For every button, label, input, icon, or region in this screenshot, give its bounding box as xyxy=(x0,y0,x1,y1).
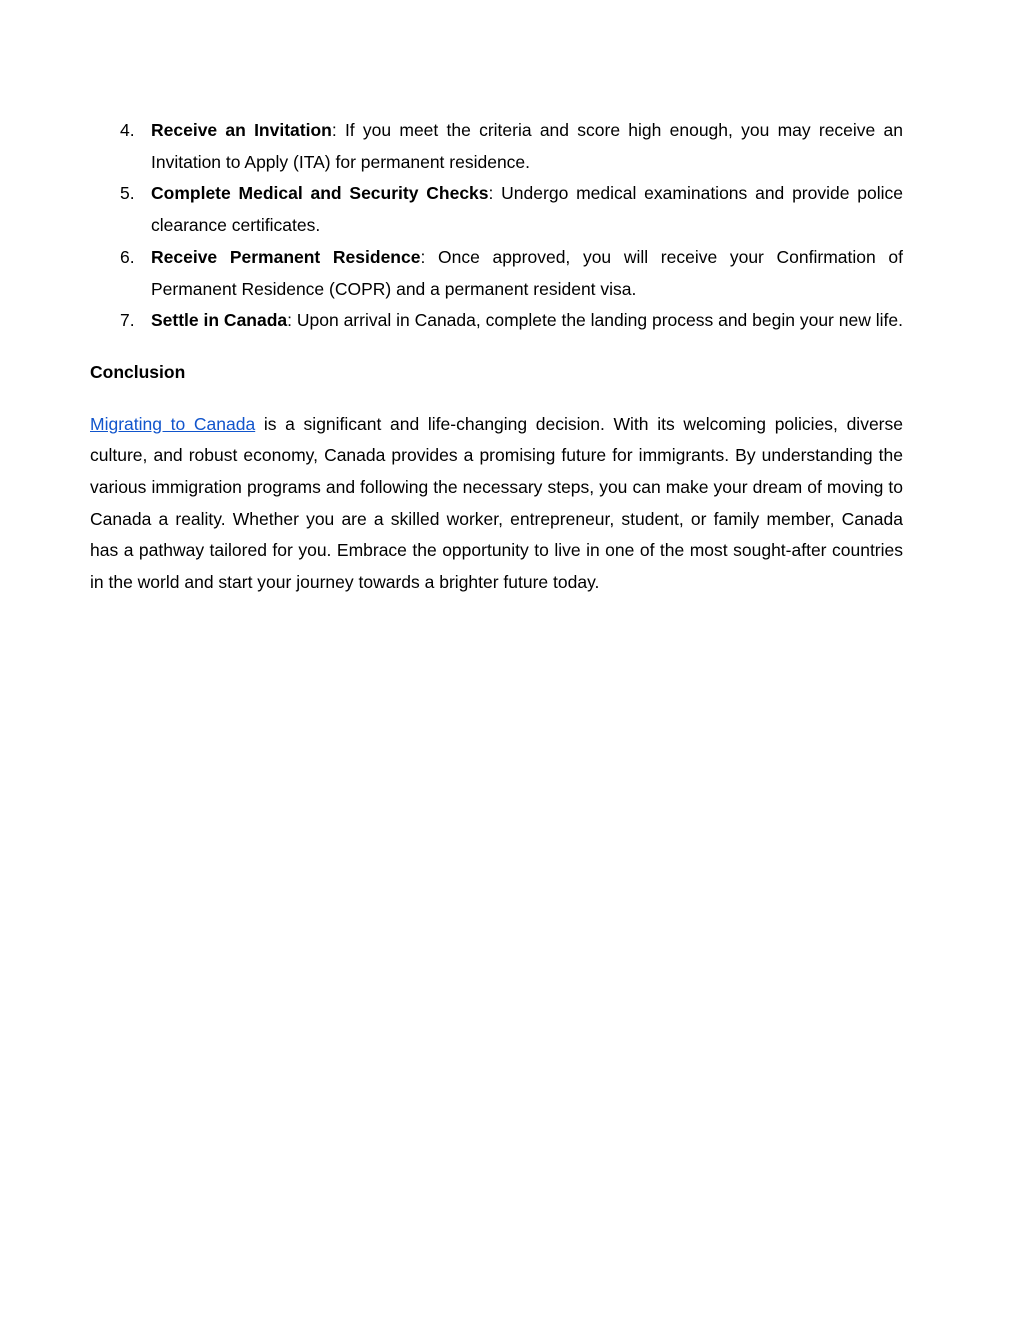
list-item xyxy=(90,115,903,178)
migrating-to-canada-link[interactable]: Migrating to Canada xyxy=(90,413,256,434)
conclusion-heading: Conclusion xyxy=(90,361,186,382)
conclusion-body-text: is a significant and life-changing decision. With its welcoming policies, diverse culture, and robust economy, Canada provides a promising future for immigrants. By understanding the various immigration programs and following the necessary steps, you can make your dream of moving to Canada a reality. Whether you are a skilled worker, entrepreneur, student, or family member, Canada has a pathway tailored for you. Embrace the opportunity to live in one of the most sought-after countries in the world and start your journey towards a brighter future today. xyxy=(90,413,903,593)
list-item-number: 7. xyxy=(120,310,135,331)
list-item xyxy=(90,305,903,337)
steps-list xyxy=(90,115,903,337)
list-item-title: Receive Permanent Residence xyxy=(151,246,421,267)
conclusion-paragraph xyxy=(90,409,903,599)
list-item-number: 6. xyxy=(120,246,135,267)
list-item-text: : Upon arrival in Canada, complete the landing process and begin your new life. xyxy=(287,310,903,331)
list-item xyxy=(90,242,903,305)
list-item-title: Settle in Canada xyxy=(151,310,288,331)
list-item xyxy=(90,178,903,241)
list-item-text: : If you meet the criteria and score high enough, you may receive an Invitation to Apply (ITA) for permanent residence. xyxy=(151,120,903,172)
list-item-number: 5. xyxy=(120,183,135,204)
document-page xyxy=(90,115,903,599)
list-item-text: : Once approved, you will receive your Confirmation of Permanent Residence (COPR) and a permanent resident visa. xyxy=(151,246,903,299)
list-item-text: : Undergo medical examinations and provide police clearance certificates. xyxy=(151,183,903,236)
list-item-title: Receive an Invitation xyxy=(151,120,332,140)
list-item-number: 4. xyxy=(120,120,135,140)
list-item-title: Complete Medical and Security Checks xyxy=(151,183,489,204)
